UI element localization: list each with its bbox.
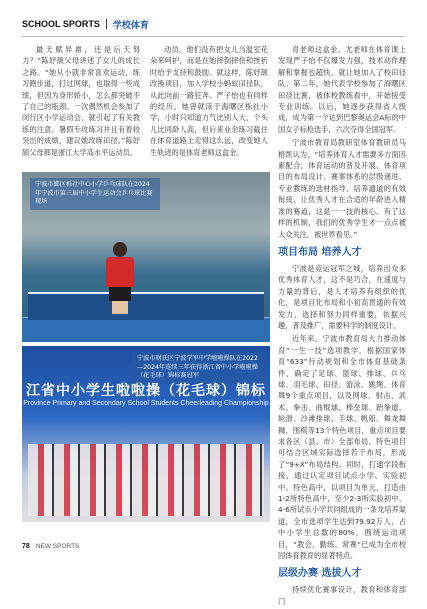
player-shorts: [109, 287, 131, 301]
section-heading-competition: 层级办赛 选拔人才: [278, 568, 362, 580]
section-heading-talent: 项目布局 培养人才: [278, 246, 362, 258]
ping-pong-table: [28, 292, 264, 320]
photo-cheerleading: [22, 346, 270, 522]
player-legs: [112, 301, 128, 314]
body-column-2: 动员，他们没有把女儿当温室花朵来呵护，而是在她摔倒摔伤和挫折时给予支持和鼓励。就这样，陈妤颉改换项目，加入学校小蚂蚁田径队，从此向前一路狂奔。严子怡也有同样的经历。她曾就读于海曙区栎社小学，小时只知道力气比别人大，个头儿比同龄人高，但后来业余练习截住在体育道路上走得这么远，改变她人生轨迹的是体育老师这盒金。: [150, 45, 268, 157]
page-footer: [22, 543, 79, 550]
section-title-en: SCHOOL SPORTS: [22, 19, 100, 29]
photo-table-tennis: [22, 172, 270, 342]
banner-title: 江省中小学生啦啦操（花毛球）锦标: [26, 383, 266, 399]
paragraph: 持续优化赛事设计，教育和体育部门: [278, 585, 406, 606]
photo-caption: 宁波市财氏区宁波学军中学啦啦操队在2022—2024年连续三年获得浙江省中小学啦啦操（花毛球）锦标赛冠军: [132, 352, 264, 384]
page-number: 78: [22, 543, 30, 550]
section-header: [22, 16, 149, 32]
paragraph: 宁波是竞运冠军之城，培养出众多优秀体育人才，这不是巧合，在速度与力量的背后，是人才培养有组织的优化，是项目化布局和小初高贯通的有效发力，选择和努力同样重要，依据兴趣，普及推广，需要科学的制度设计。: [278, 263, 406, 330]
header-rule: [22, 36, 405, 37]
paragraph: 育老师这盒金。尤老师在体育课上发现严子怡不仅爆发力强，技术动作理解和掌握也超快，就让她加入了校田径队。第二年，她代表学校参加了海曙区田径比赛，被体校教练看中，开始接受专业训练。以后，她逐步获得省人级成，成为第一个达到巴黎奥运会A标的中国女子标枪选手，六次夺得全国冠军。: [278, 45, 406, 134]
magazine-name: NEW SPORTS: [35, 543, 80, 550]
ad-boards: [22, 317, 270, 342]
paragraph: 宁波市教育局教研室体育教研员马格凯认为，“培养体育人才需要多方面因素配合，体育运动的普及开展、体育项目的布局设计、赛事体系的层级递进、专业教练的选材指导、培养通道的有效衔接，让优秀人才在合适的年龄进入精准的赛道，这是一一技的核心。有了这样的机制，我们的优秀学生才一点点被大众关注，被世界看见。”: [278, 138, 406, 239]
header-divider: [106, 19, 107, 29]
section-title-cn: 学校体育: [112, 20, 149, 31]
player-shirt: [106, 257, 134, 287]
body-column-1: 最天赋异禀，还是后天努力？”陈妤颉父母讲述了女儿的成长之路。“她从小就非常喜欢运动，练习跑步道，打过网球，也取得一些成绩，但因为身形娇小，怎么都突破不了自己的瓶颈。一次偶然机会参加了闵行区小学运动会，就引起了有关教练的注意。暑假专攻练习并且有着较突出的成绩，建议她改练田径。”陈妤颉父母都是浙江大学高水平运动员。: [22, 45, 140, 157]
banner-subtitle: Province Primary and Secondary School Students Cheerleading Championship: [23, 400, 269, 407]
player-head: [113, 242, 127, 257]
body-column-3: [278, 44, 406, 609]
player-figure: [102, 242, 138, 314]
paragraph: 近年来，宁波市教育局大力推动体育“一生一技”选项教学，根据国家体育“633”行动规划和全市体育基础条件，确定了足球、篮球、排球、乒乓球、羽毛球、田径、游泳、跳绳、体育舞9个重点项目，以及网球、射击、武术、拳击、曲棍球、棒垒球、跆拳道、轮滑、沙滩排球、手球、帆船、舞龙舞狮、围棋等13个特色项目，重点项目要求各区（县、市）全部布局，特色项目可结合区域实际选择若干布局，形成了“9+X”布局结构。同时，打通学段衔接，通过认定项目试点小学、实验初中、特色高中，以项目为单元，打造由1-2所特色高中，至少2-3所实验初中、4-6所试点小学共同组成的一条龙培养渠道，全市选项学生达到79.92万人，占中小学生总数的80%，围绕运动项目，“教会、勤练、常赛”已成为全市校园体育教育的显著特点。: [278, 334, 406, 561]
photo-caption: 宁波市鄞区栎社中心小学乒乓球队在2024年宁波市第三届中小学生运动会乒乓球比赛现场: [30, 178, 160, 210]
cheer-team-group: [28, 444, 264, 516]
